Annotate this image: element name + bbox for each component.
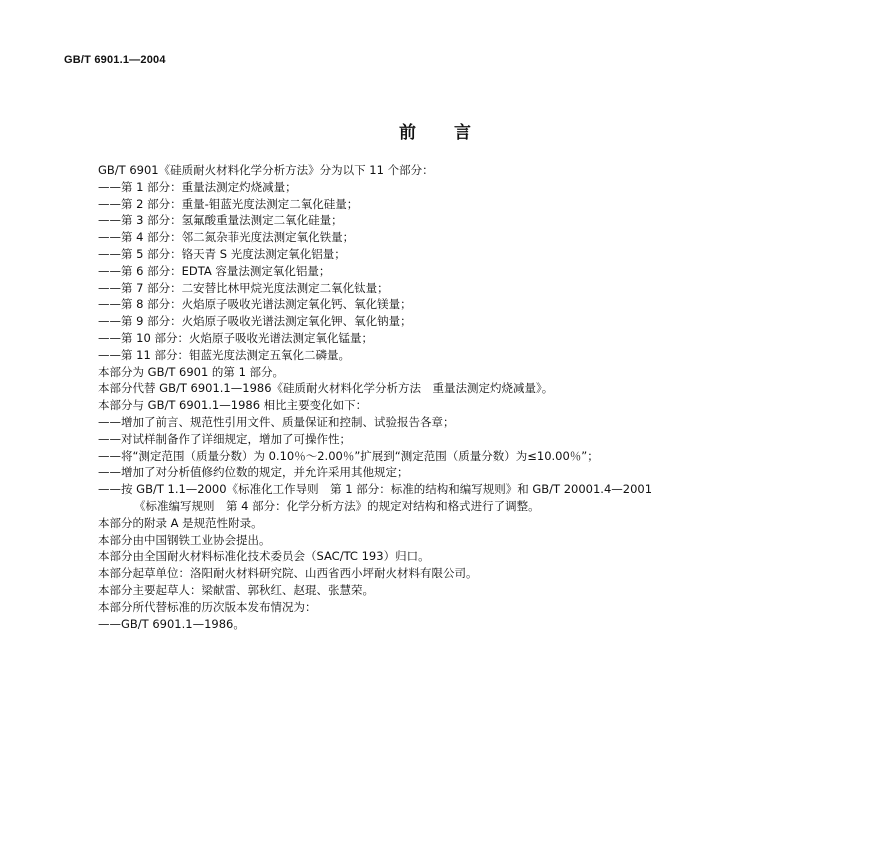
paragraph-line: GB/T 6901《硅质耐火材料化学分析方法》分为以下 11 个部分： bbox=[98, 163, 434, 177]
list-item: ——第 8 部分：火焰原子吸收光谱法测定氧化钙、氧化镁量； bbox=[98, 297, 412, 312]
list-item: ——第 6 部分：EDTA 容量法测定氧化铝量； bbox=[98, 263, 331, 278]
paragraph-line: 本部分主要起草人：梁献雷、郭秋红、赵琨、张慧荣。 bbox=[98, 582, 374, 597]
list-item: ——对试样制备作了详细规定，增加了可操作性； bbox=[98, 431, 351, 446]
paragraph-line: 本部分所代替标准的历次版本发布情况为： bbox=[98, 599, 317, 614]
paragraph-line: 本部分代替 GB/T 6901.1—1986《硅质耐火材料化学分析方法 重量法测定灼烧减量》。 bbox=[98, 381, 554, 396]
page-title: 前言 bbox=[399, 123, 509, 143]
paragraph-line: 本部分起草单位：洛阳耐火材料研究院、山西省西小坪耐火材料有限公司。 bbox=[98, 566, 478, 581]
list-item: ——将“测定范围（质量分数）为 0.10％～2.00％”扩展到“测定范围（质量分数）为≤10.00％”； bbox=[98, 448, 599, 463]
list-item: ——第 11 部分：钼蓝光度法测定五氧化二磷量。 bbox=[98, 347, 350, 362]
paragraph-line: 本部分为 GB/T 6901 的第 1 部分。 bbox=[98, 364, 285, 379]
paragraph-line: 本部分由中国钢铁工业协会提出。 bbox=[98, 532, 271, 547]
list-item: ——第 9 部分：火焰原子吸收光谱法测定氧化钾、氧化钠量； bbox=[98, 314, 412, 329]
list-item-continuation: 《标准编写规则 第 4 部分：化学分析方法》的规定对结构和格式进行了调整。 bbox=[134, 498, 540, 513]
foreword-body bbox=[98, 162, 818, 632]
list-item: ——增加了对分析值修约位数的规定，并允许采用其他规定； bbox=[98, 465, 409, 480]
list-item: ——GB/T 6901.1—1986。 bbox=[98, 616, 245, 631]
standard-code: GB/T 6901.1—2004 bbox=[64, 54, 166, 66]
list-item: ——第 3 部分：氢氟酸重量法测定二氧化硅量； bbox=[98, 213, 343, 228]
list-item: ——第 7 部分：二安替比林甲烷光度法测定二氧化钛量； bbox=[98, 280, 389, 295]
list-item: ——增加了前言、规范性引用文件、质量保证和控制、试验报告各章； bbox=[98, 414, 455, 429]
list-item: ——按 GB/T 1.1—2000《标准化工作导则 第 1 部分：标准的结构和编写规则》和 GB/T 20001.4—2001 bbox=[98, 482, 653, 497]
paragraph-line: 本部分的附录 A 是规范性附录。 bbox=[98, 515, 263, 530]
list-item: ——第 4 部分：邻二氮杂菲光度法测定氧化铁量； bbox=[98, 230, 355, 245]
list-item: ——第 2 部分：重量-钼蓝光度法测定二氧化硅量； bbox=[98, 196, 359, 211]
paragraph-line: 本部分与 GB/T 6901.1—1986 相比主要变化如下： bbox=[98, 398, 368, 413]
list-item: ——第 1 部分：重量法测定灼烧减量； bbox=[98, 179, 297, 194]
list-item: ——第 5 部分：铬天青 S 光度法测定氧化铝量； bbox=[98, 246, 346, 261]
list-item: ——第 10 部分：火焰原子吸收光谱法测定氧化锰量； bbox=[98, 330, 373, 345]
paragraph-line: 本部分由全国耐火材料标准化技术委员会（SAC/TC 193）归口。 bbox=[98, 549, 430, 564]
